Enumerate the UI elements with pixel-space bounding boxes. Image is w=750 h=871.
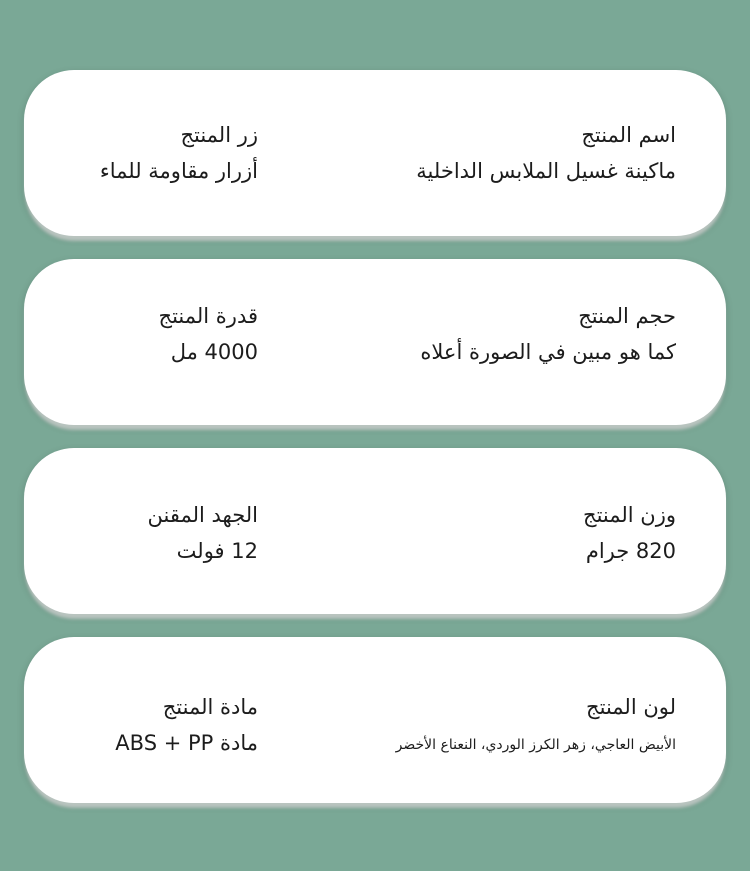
spec-label: الجهد المقنن [147,503,258,527]
spec-value: الأبيض العاجي، زهر الكرز الوردي، النعناع الأخضر [395,737,676,753]
spec-product-weight [583,500,676,566]
spec-value: أزرار مقاومة للماء [99,159,258,183]
spec-value: 12 فولت [176,539,258,563]
spec-label: لون المنتج [586,695,676,719]
spec-product-capacity [159,301,258,367]
spec-label: اسم المنتج [581,123,676,147]
spec-label: قدرة المنتج [158,304,258,328]
spec-value: كما هو مبين في الصورة أعلاه [420,340,676,364]
spec-label: وزن المنتج [583,503,676,527]
spec-product-color [396,692,676,760]
spec-card-weight-voltage [24,448,726,614]
spec-product-name [416,120,676,186]
spec-product-material [115,692,258,758]
spec-product-button [100,120,258,186]
spec-product-size [420,301,676,367]
spec-card-size-capacity [24,259,726,425]
spec-value: 820 جرام [585,539,676,563]
spec-rated-voltage [148,500,259,566]
spec-label: زر المنتج [180,123,258,147]
spec-value: ماكينة غسيل الملابس الداخلية [416,159,676,183]
spec-label: مادة المنتج [162,695,258,719]
spec-card-color-material [24,637,726,803]
spec-card-name-button [24,70,726,236]
spec-value: مادة ABS + PP [115,731,258,755]
spec-value: 4000 مل [170,340,258,364]
spec-label: حجم المنتج [578,304,676,328]
